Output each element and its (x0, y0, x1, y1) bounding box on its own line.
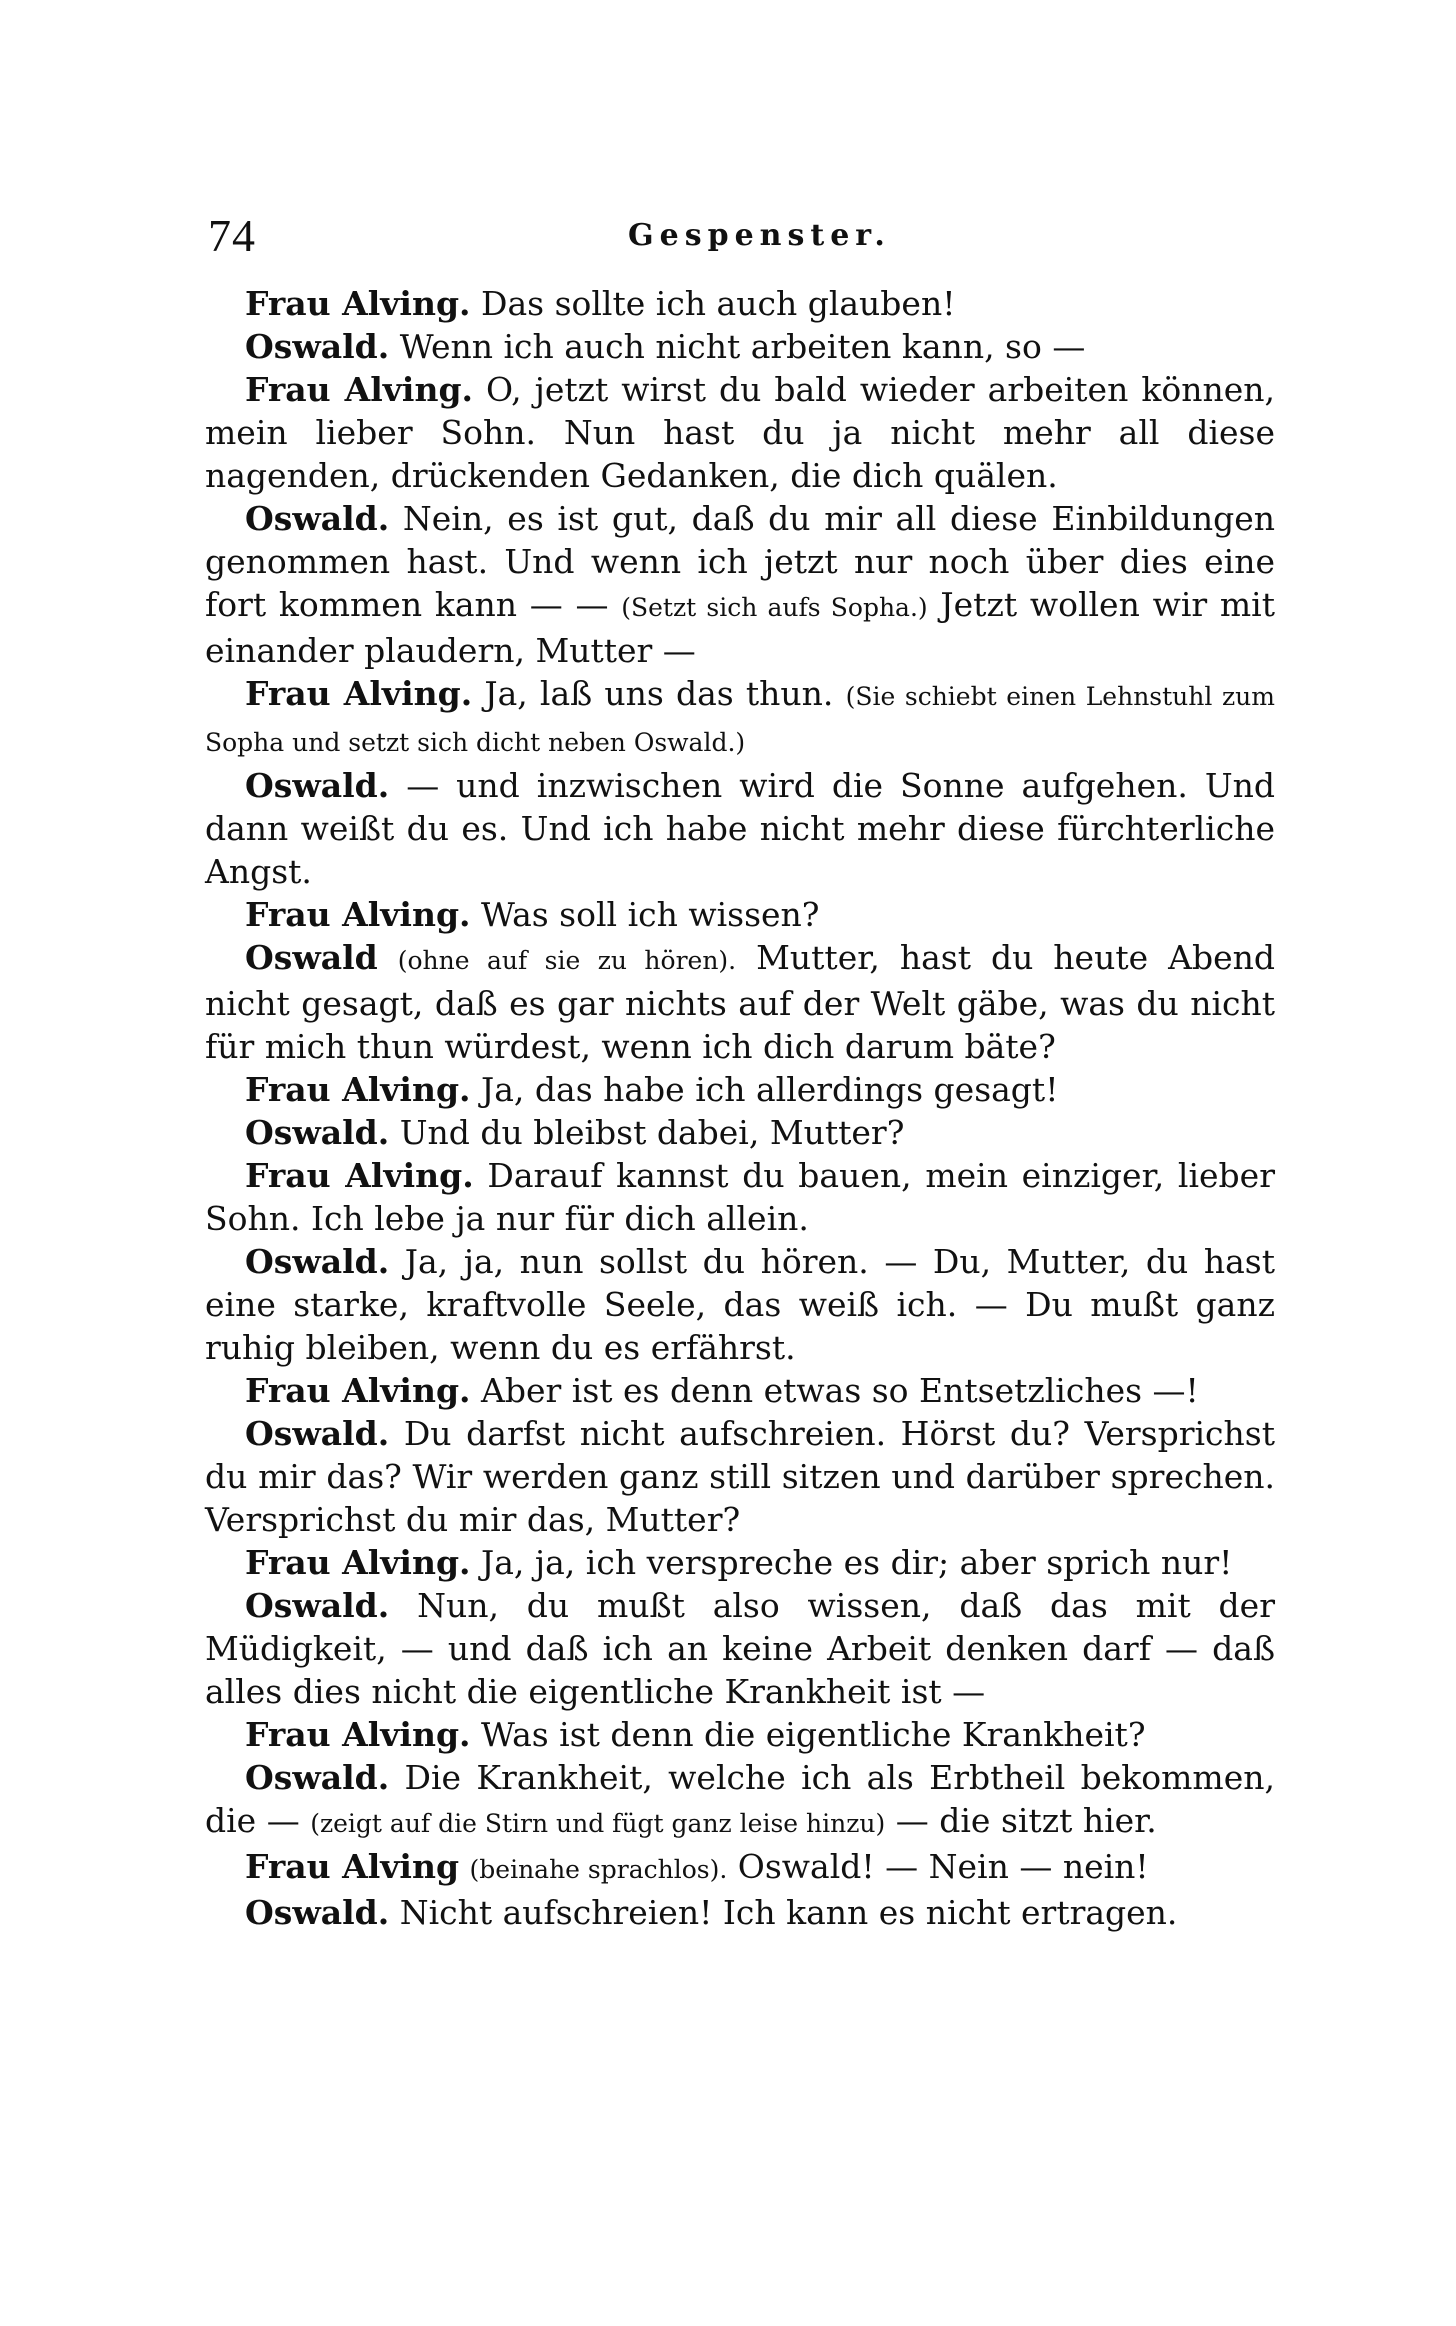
speech-text: Das sollte ich auch glauben! (481, 284, 956, 323)
speech-line (205, 1111, 1275, 1154)
speech-line (205, 1845, 1275, 1891)
speech-text: Du darfst nicht aufschreien. Hörst du? Versprichst du mir das? Wir werden ganz still sitzen und darüber sprechen. Versprichst du mir das, Mutter? (205, 1414, 1275, 1539)
speech-text: Ja, das habe ich allerdings gesagt! (481, 1070, 1059, 1109)
speech-line (205, 282, 1275, 325)
speech-line (205, 1068, 1275, 1111)
speech-line (205, 1240, 1275, 1369)
speech-line (205, 764, 1275, 893)
speaker-name: Frau Alving. (245, 370, 474, 409)
stage-direction: (zeigt auf die Stirn und fügt ganz leise hinzu) (310, 1809, 886, 1838)
speech-text: Ja, ja, ich verspreche es dir; aber sprich nur! (481, 1543, 1233, 1582)
speaker-name: Oswald. (245, 766, 390, 805)
stage-direction: (ohne auf sie zu hören). (397, 946, 737, 975)
play-text (205, 282, 1275, 1934)
speaker-name: Oswald. (245, 327, 390, 366)
speech-text: Oswald! — Nein — nein! (737, 1847, 1149, 1886)
speaker-name: Oswald. (245, 1113, 390, 1152)
speaker-name: Frau Alving. (245, 1715, 471, 1754)
speaker-name: Frau Alving. (245, 1371, 471, 1410)
speaker-name: Oswald. (245, 1893, 390, 1932)
speech-line (205, 325, 1275, 368)
speaker-name: Oswald. (245, 1758, 390, 1797)
speech-text: Was ist denn die eigentliche Krankheit? (481, 1715, 1146, 1754)
speech-text: Darauf kannst du bauen, mein einziger, lieber Sohn. Ich lebe ja nur für dich allein. (205, 1156, 1275, 1238)
speech-line (205, 368, 1275, 497)
speech-line (205, 1541, 1275, 1584)
speaker-name: Oswald (245, 938, 378, 977)
speaker-name: Oswald. (245, 499, 390, 538)
speech-text: O, jetzt wirst du bald wieder arbeiten können, mein lieber Sohn. Nun hast du ja nicht mehr all diese nagenden, drückenden Gedanken, die dich quälen. (205, 370, 1275, 495)
speech-line (205, 1412, 1275, 1541)
speech-line (205, 1891, 1275, 1934)
speech-text: — und inzwischen wird die Sonne aufgehen. Und dann weißt du es. Und ich habe nicht mehr diese fürchterliche Angst. (205, 766, 1276, 891)
speech-text: Jetzt wollen wir mit einander plaudern, Mutter — (205, 585, 1275, 670)
speaker-name: Frau Alving. (245, 1156, 474, 1195)
speaker-name: Frau Alving (245, 1847, 460, 1886)
stage-direction: (beinahe sprachlos). (469, 1855, 728, 1884)
speaker-name: Oswald. (245, 1586, 390, 1625)
running-head: Gespenster. (628, 218, 891, 253)
speech-text: Aber ist es denn etwas so Entsetzliches —! (481, 1371, 1199, 1410)
speech-text: Nein, es ist gut, daß du mir all diese Einbildungen genommen hast. Und wenn ich jetzt nur noch über dies eine fort kommen kann — — (205, 499, 1275, 624)
speaker-name: Frau Alving. (245, 284, 471, 323)
speaker-name: Oswald. (245, 1414, 390, 1453)
speech-text: — die sitzt hier. (895, 1801, 1157, 1840)
speech-text: Und du bleibst dabei, Mutter? (399, 1113, 905, 1152)
stage-direction: (Sie schiebt einen Lehnstuhl zum Sopha und setzt sich dicht neben Oswald.) (205, 682, 1275, 757)
speech-line (205, 893, 1275, 936)
speech-text: Wenn ich auch nicht arbeiten kann, so — (399, 327, 1086, 366)
speaker-name: Oswald. (245, 1242, 390, 1281)
speech-text: Nun, du mußt also wissen, daß das mit der Müdigkeit, — und daß ich an keine Arbeit denken darf — daß alles dies nicht die eigentliche Krankheit ist — (205, 1586, 1275, 1711)
speaker-name: Frau Alving. (245, 1543, 471, 1582)
speech-text: Nicht aufschreien! Ich kann es nicht ertragen. (399, 1893, 1178, 1932)
speech-text: Ja, ja, nun sollst du hören. — Du, Mutter, du hast eine starke, kraftvolle Seele, das weiß ich. — Du mußt ganz ruhig bleiben, wenn du es erfährst. (205, 1242, 1275, 1367)
speaker-name: Frau Alving. (245, 1070, 471, 1109)
speech-text: Mutter, hast du heute Abend nicht gesagt, daß es gar nichts auf der Welt gäbe, was du nicht für mich thun würdest, wenn ich dich darum bäte? (205, 938, 1275, 1066)
speech-line (205, 1756, 1275, 1845)
speech-text: Ja, laß uns das thun. (484, 674, 834, 713)
speaker-name: Frau Alving. (245, 895, 471, 934)
speech-line (205, 1154, 1275, 1240)
speech-line (205, 497, 1275, 672)
speech-line (205, 672, 1275, 764)
speaker-name: Frau Alving. (245, 674, 473, 713)
speech-line (205, 1369, 1275, 1412)
page-number: 74 (208, 210, 256, 261)
stage-direction: (Setzt sich aufs Sopha.) (621, 593, 928, 622)
speech-line (205, 1713, 1275, 1756)
speech-line (205, 936, 1275, 1068)
speech-line (205, 1584, 1275, 1713)
speech-text: Die Krankheit, welche ich als Erbtheil bekommen, die — (205, 1758, 1275, 1840)
speech-text: Was soll ich wissen? (481, 895, 820, 934)
